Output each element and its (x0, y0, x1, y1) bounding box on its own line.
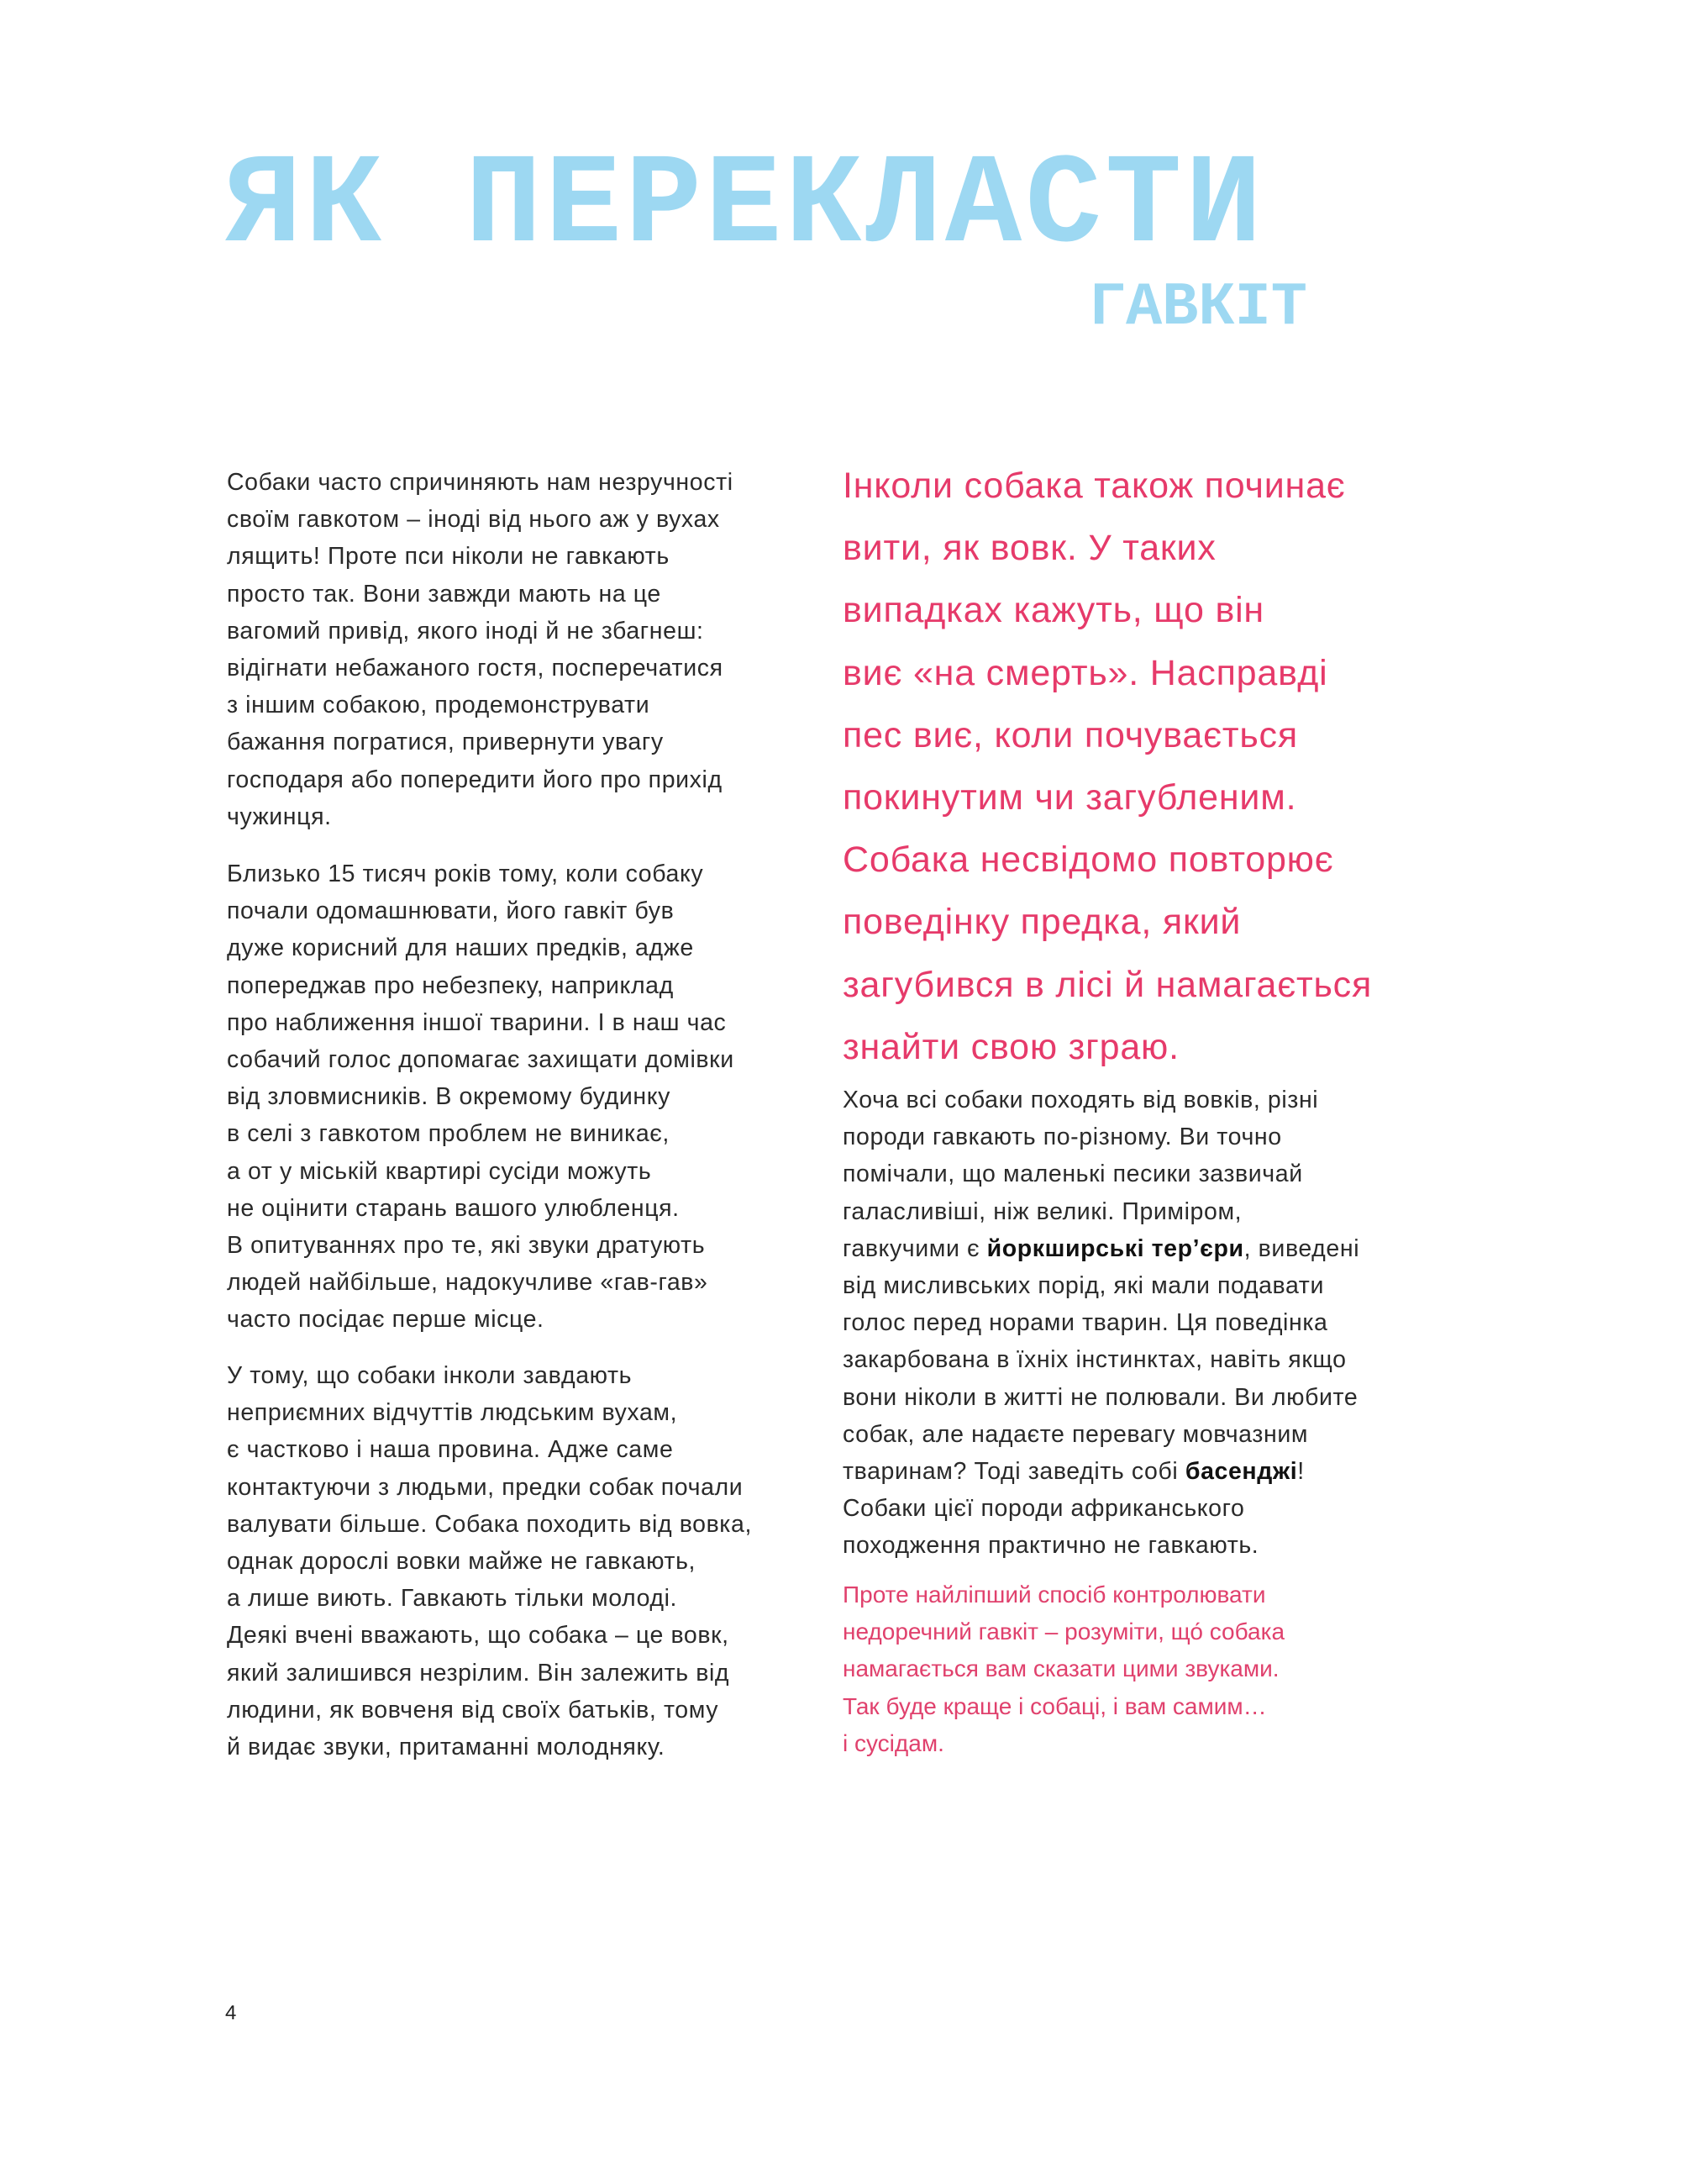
text-line: Собаки часто спричиняють нам незручності (227, 469, 733, 496)
text-line: Собака несвідомо повторює (843, 839, 1334, 881)
text-line: неприємних відчуттів людським вухам, (227, 1399, 678, 1427)
text-segment: ! (1297, 1458, 1305, 1486)
text-segment: гавкучими є (843, 1234, 987, 1262)
text-line: собачий голос допомагає захищати домівки (227, 1046, 734, 1074)
conclusion-paragraph (843, 1576, 1285, 1762)
text-line: У тому, що собаки інколи завдають (227, 1362, 633, 1389)
text-line: Собаки цієї породи африканського (843, 1495, 1245, 1523)
text-line: Хоча всі собаки походять від вовків, різні (843, 1087, 1319, 1113)
text-line: є частково і наша провина. Адже саме (227, 1436, 674, 1464)
right-paragraph (843, 1081, 1359, 1565)
text-line: людини, як вовченя від своїх батьків, тому (227, 1696, 719, 1724)
text-line: вони ніколи в житті не полювали. Ви любите (843, 1383, 1359, 1411)
text-segment: , виведені (1243, 1234, 1360, 1262)
left-paragraph-2 (227, 855, 734, 1339)
text-line: чужинця. (227, 803, 332, 830)
text-line: вагомий привід, якого іноді й не збагнеш: (227, 617, 704, 645)
text-line: помічали, що маленькі песики зазвичай (843, 1160, 1303, 1188)
text-line: дуже корисний для наших предків, адже (227, 934, 694, 962)
text-line: пес виє, коли почувається (843, 714, 1298, 755)
text-line: і сусідам. (843, 1729, 944, 1756)
text-line: лящить! Проте пси ніколи не гавкають (227, 543, 670, 571)
text-line (843, 1453, 1359, 1490)
text-segment: тваринам? Тоді заведіть собі (843, 1458, 1185, 1486)
text-line: поведінку предка, який (843, 902, 1242, 943)
text-line: контактуючи з людьми, предки собак почали (227, 1473, 744, 1501)
text-line: Проте найліпший спосіб контролювати (843, 1581, 1266, 1608)
text-line: загубився в лісі й намагається (843, 964, 1373, 1005)
bold-term: басенджі (1185, 1458, 1298, 1486)
page-title: ЯК ПЕРЕКЛАСТИ (225, 134, 1265, 279)
text-line: людей найбільше, надокучливе «гав-гав» (227, 1269, 708, 1297)
text-line: про наближення іншої тварини. І в наш час (227, 1008, 727, 1036)
page-number: 4 (225, 2002, 237, 2024)
text-line: вити, як вовк. У таких (843, 528, 1217, 569)
text-line: валувати більше. Собака походить від вовка, (227, 1510, 752, 1538)
text-line: попереджав про небезпеку, наприклад (227, 971, 674, 999)
text-line: в селі з гавкотом проблем не виникає, (227, 1120, 670, 1148)
text-line: собак, але надаєте перевагу мовчазним (843, 1420, 1309, 1448)
text-line: намагається вам сказати цими звуками. (843, 1655, 1280, 1682)
left-paragraph-3 (227, 1357, 752, 1766)
text-line: а от у міській квартирі сусіди можуть (227, 1157, 652, 1185)
text-line: Деякі вчені вважають, що собака – це вовк, (227, 1622, 729, 1650)
text-line: голос перед норами тварин. Ця поведінка (843, 1309, 1328, 1337)
text-line: породи гавкають по-різному. Ви точно (843, 1124, 1282, 1151)
text-line: покинутим чи загубленим. (843, 777, 1297, 818)
text-line: знайти свою зграю. (843, 1026, 1180, 1067)
text-line (843, 1230, 1359, 1267)
text-line: Інколи собака також починає (843, 466, 1346, 506)
text-line: виє «на смерть». Насправді (843, 652, 1328, 693)
text-line: закарбована в їхніх інстинктах, навіть якщо (843, 1346, 1347, 1374)
bold-term: йоркширські тер’єри (986, 1234, 1244, 1262)
text-line: з іншим собакою, продемонструвати (227, 692, 650, 719)
text-line: від зловмисників. В окремому будинку (227, 1083, 670, 1111)
text-line: почали одомашнювати, його гавкіт був (227, 897, 675, 925)
text-line: випадках кажуть, що він (843, 590, 1264, 631)
text-line: Близько 15 тисяч років тому, коли собаку (227, 860, 704, 887)
text-line: своїм гавкотом – іноді від нього аж у вухах (227, 506, 720, 534)
text-line: бажання погратися, привернути увагу (227, 729, 664, 756)
page-subtitle: ГАВКІТ (1089, 273, 1307, 342)
text-line: не оцінити старань вашого улюбленця. (227, 1194, 680, 1222)
text-line: В опитуваннях про те, які звуки дратують (227, 1232, 706, 1260)
text-line: часто посідає перше місце. (227, 1306, 544, 1334)
text-line: недоречний гавкіт – розуміти, що́ собака (843, 1618, 1285, 1645)
text-line: а лише виють. Гавкають тільки молоді. (227, 1585, 678, 1613)
text-line: відігнати небажаного гостя, посперечатися (227, 655, 723, 682)
text-line: походження практично не гавкають. (843, 1532, 1259, 1560)
left-paragraph-1 (227, 464, 733, 835)
text-line: однак дорослі вовки майже не гавкають, (227, 1548, 696, 1576)
text-line: й видає звуки, притаманні молодняку. (227, 1734, 665, 1761)
text-line: господаря або попередити його про прихід (227, 766, 723, 793)
text-line: від мисливських порід, які мали подавати (843, 1272, 1324, 1300)
text-line: галасливіші, ніж великі. Приміром, (843, 1197, 1243, 1225)
text-line: просто так. Вони завжди мають на це (227, 580, 661, 608)
text-line: Так буде краще і собаці, і вам самим… (843, 1692, 1267, 1719)
highlight-quote (843, 455, 1372, 1078)
text-line: який залишився незрілим. Він залежить від (227, 1659, 730, 1687)
